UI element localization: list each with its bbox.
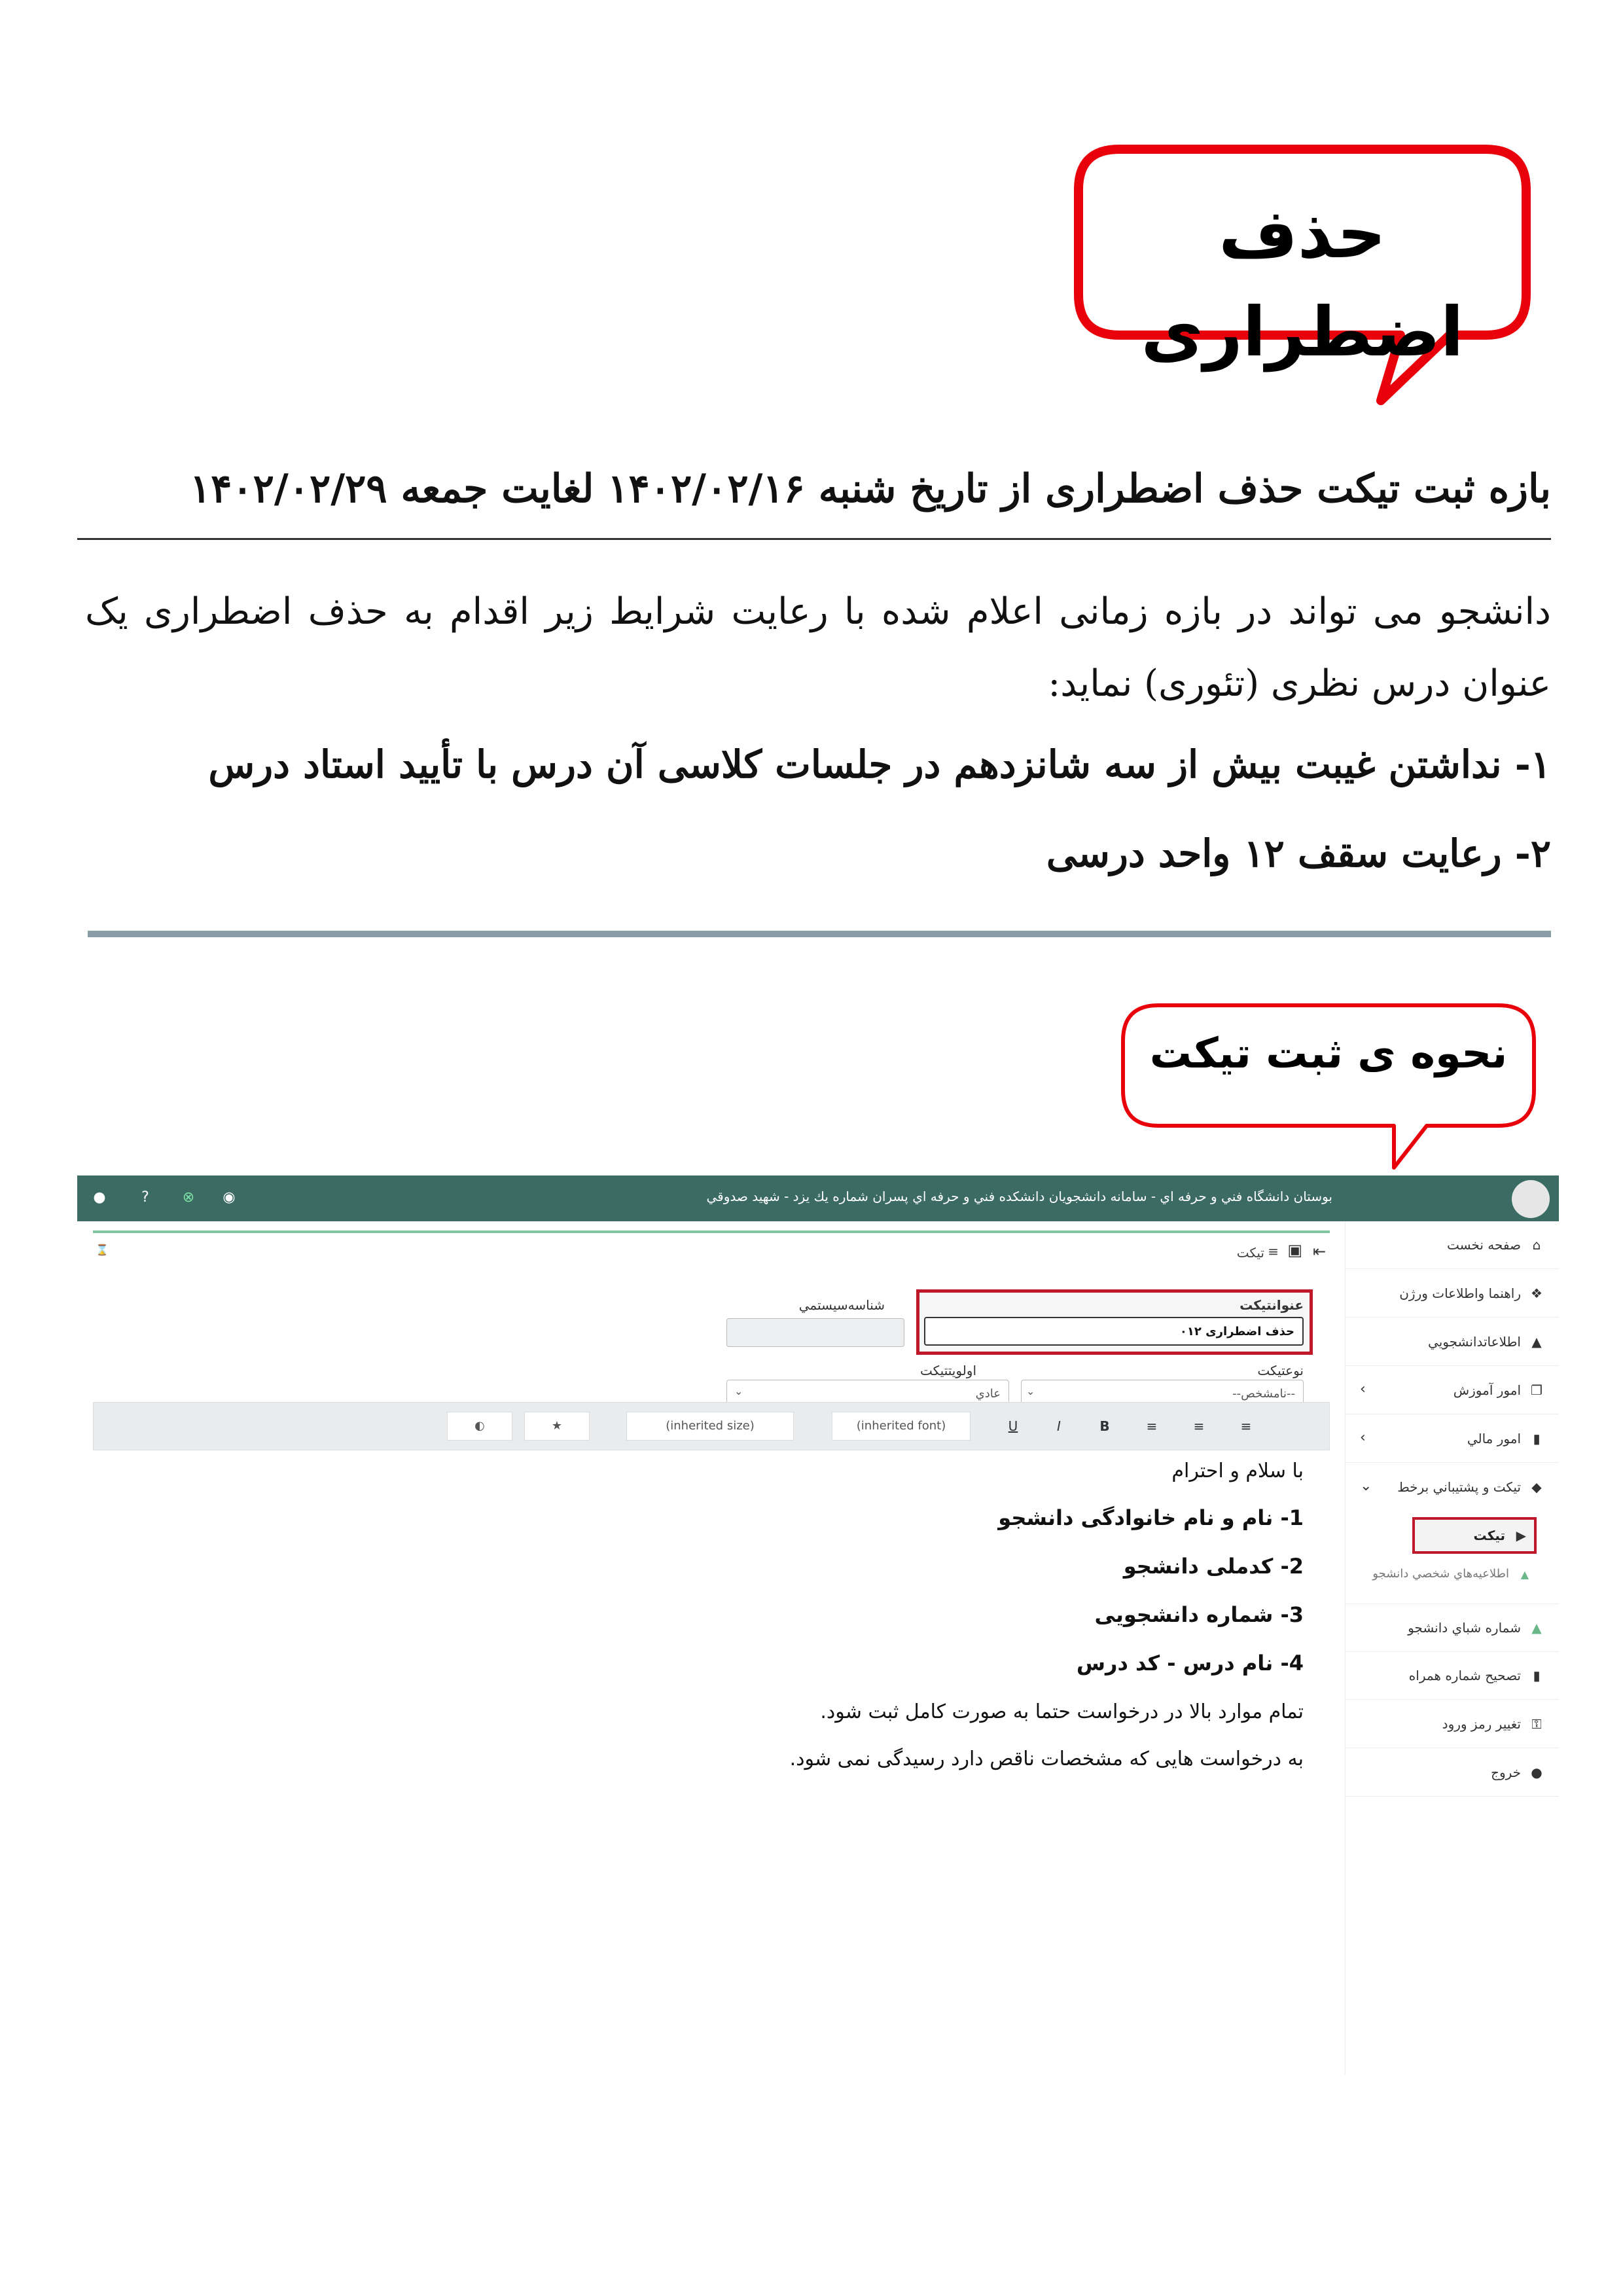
priority-label: اولويتتيكت <box>920 1363 976 1378</box>
editor-line-2: 2- کدملی دانشجو <box>1123 1554 1304 1579</box>
editor-greeting: با سلام و احترام <box>1171 1460 1304 1482</box>
section-divider <box>88 931 1551 937</box>
editor-note-1: تمام موارد بالا در درخواست حتما به صورت کامل ثبت شود. <box>820 1700 1304 1723</box>
ticket-submenu <box>1346 1512 1559 1604</box>
text-color-icon[interactable]: ★ <box>524 1412 590 1441</box>
font-select[interactable]: (inherited font) <box>832 1412 971 1441</box>
chevron-down-icon: ⌄ <box>1360 1478 1372 1494</box>
underline-button[interactable]: U <box>1008 1418 1018 1434</box>
list-icon: ≡ <box>1268 1244 1279 1259</box>
sidebar-item-label: تغيير رمز ورود <box>1442 1716 1521 1732</box>
sidebar-item-finance[interactable] <box>1346 1415 1559 1463</box>
chevron-left-icon: › <box>1360 1381 1366 1397</box>
title-underline <box>77 538 1551 540</box>
editor-toolbar <box>93 1402 1330 1450</box>
toggle-icon[interactable]: ● <box>93 1189 106 1206</box>
italic-button[interactable]: I <box>1057 1418 1061 1434</box>
howto-bubble-text: نحوه ی ثبت تیکت <box>1149 1030 1508 1078</box>
bold-button[interactable]: B <box>1099 1418 1110 1434</box>
portal-screenshot <box>77 1175 1559 2075</box>
portal-sidebar <box>1345 1221 1559 2075</box>
sidebar-item-student-info[interactable] <box>1346 1318 1559 1366</box>
subject-input[interactable]: حذف اضطراری ۰۱۲ <box>924 1317 1304 1346</box>
align-right-icon[interactable]: ≡ <box>1146 1418 1158 1434</box>
editor-line-3: 3- شماره دانشجویی <box>1094 1602 1304 1627</box>
graduation-icon: ▲ <box>1531 1334 1542 1350</box>
sidebar-item-guide[interactable] <box>1346 1270 1559 1318</box>
tags-icon: ◆ <box>1531 1479 1542 1495</box>
align-justify-icon[interactable]: ≡ <box>1240 1418 1252 1434</box>
file-icon: ▮ <box>1533 1431 1541 1446</box>
background-color-icon[interactable]: ◐ <box>447 1412 512 1441</box>
chevron-down-icon: ⌄ <box>1026 1385 1035 1397</box>
key-icon: ⚿ <box>1531 1716 1542 1732</box>
play-icon: ▶ <box>1516 1528 1526 1543</box>
save-icon[interactable]: ▣ <box>1287 1241 1302 1259</box>
breadcrumb: تيكت <box>1236 1245 1264 1261</box>
sidebar-item-label: امور مالي <box>1467 1431 1521 1446</box>
size-select[interactable]: (inherited size) <box>626 1412 794 1441</box>
sidebar-item-password[interactable] <box>1346 1700 1559 1748</box>
form-action-bar <box>93 1230 1330 1275</box>
ticket-form-panel <box>93 1230 1330 2075</box>
sidebar-item-label: راهنما واطلاعات ورژن <box>1399 1285 1521 1301</box>
exit-icon[interactable]: ⇤ <box>1312 1242 1326 1261</box>
editor-line-1: 1- نام و نام خانوادگی دانشجو <box>998 1505 1304 1530</box>
sidebar-item-label: شماره شباي دانشجو <box>1408 1620 1521 1636</box>
sidebar-sub-notices[interactable]: اطلاعيه‌هاي شخصي دانشجو <box>1372 1567 1509 1581</box>
sidebar-item-label: تيكت و پشتيباني برخط <box>1397 1479 1521 1495</box>
portal-title: بوستان دانشگاه فني و حرفه اي - سامانه دانشجويان دانشكده فني و حرفه اي پسران شماره يك يزد - شهيد صدوقي <box>706 1189 1332 1204</box>
globe-icon[interactable]: ◉ <box>223 1189 236 1206</box>
system-id-label: شناسه‌سيستمي <box>798 1297 885 1313</box>
puzzle-icon: ❖ <box>1531 1285 1543 1301</box>
sidebar-item-home[interactable] <box>1346 1221 1559 1269</box>
sidebar-item-label: امور آموزش <box>1453 1382 1521 1398</box>
copy-icon: ❐ <box>1531 1382 1543 1398</box>
avatar[interactable] <box>1512 1180 1550 1218</box>
sidebar-item-phone[interactable] <box>1346 1652 1559 1700</box>
portal-header <box>77 1175 1559 1221</box>
align-center-icon[interactable]: ≡ <box>1193 1418 1205 1434</box>
sidebar-item-ticket-support[interactable] <box>1346 1463 1559 1511</box>
chevron-left-icon: › <box>1360 1429 1366 1446</box>
sidebar-item-label: صفحه نخست <box>1446 1237 1521 1253</box>
editor-note-2: به درخواست هایی که مشخصات ناقص دارد رسیدگی نمی شود. <box>789 1748 1304 1770</box>
sidebar-sub-ticket[interactable] <box>1412 1517 1537 1554</box>
sidebar-item-label: تصحيح شماره همراه <box>1408 1668 1521 1683</box>
condition-1: ۱- نداشتن غیبت بیش از سه شانزدهم در جلسات کلاسی آن درس با تأیید استاد درس <box>208 742 1551 787</box>
registration-period-title: بازه ثبت تیکت حذف اضطراری از تاریخ شنبه ۱۴۰۲/۰۲/۱۶ لغایت جمعه ۱۴۰۲/۰۲/۲۹ <box>189 466 1551 512</box>
sidebar-item-label: خروج <box>1491 1765 1521 1780</box>
sidebar-item-sheba[interactable] <box>1346 1604 1559 1652</box>
toggle-icon: ● <box>1531 1765 1543 1780</box>
sidebar-item-label: اطلاعاتدانشجويي <box>1428 1334 1521 1350</box>
hourglass-icon: ⌛ <box>96 1244 109 1256</box>
close-circle-icon[interactable]: ⊗ <box>182 1189 195 1206</box>
bell-icon: ▲ <box>1531 1620 1542 1636</box>
condition-2: ۲- رعایت سقف ۱۲ واحد درسی <box>1046 831 1551 876</box>
ticket-type-select[interactable]: --نامشخص-- <box>1021 1380 1304 1410</box>
system-id-input <box>726 1318 904 1347</box>
phone-icon: ▮ <box>1533 1668 1541 1683</box>
sidebar-item-education[interactable] <box>1346 1367 1559 1414</box>
intro-paragraph: دانشجو می تواند در بازه زمانی اعلام شده با رعایت شرایط زیر اقدام به حذف اضطراری یک عنوان درس نظری (تئوری) نماید: <box>85 590 1551 705</box>
editor-line-4: 4- نام درس - کد درس <box>1076 1651 1304 1676</box>
subject-label: عنوانتيكت <box>1240 1297 1304 1313</box>
bell-icon: ▲ <box>1520 1568 1529 1581</box>
sidebar-sub-ticket-label: تيكت <box>1473 1528 1505 1543</box>
sidebar-item-logout[interactable] <box>1346 1749 1559 1797</box>
priority-select[interactable]: عادي <box>726 1380 1009 1410</box>
help-icon[interactable]: ? <box>141 1189 149 1206</box>
chevron-down-icon: ⌄ <box>734 1385 743 1397</box>
title-bubble-text: حذف اضطراری <box>1141 194 1464 372</box>
home-icon: ⌂ <box>1532 1237 1541 1253</box>
ticket-type-label: نوعتيكت <box>1257 1363 1304 1378</box>
